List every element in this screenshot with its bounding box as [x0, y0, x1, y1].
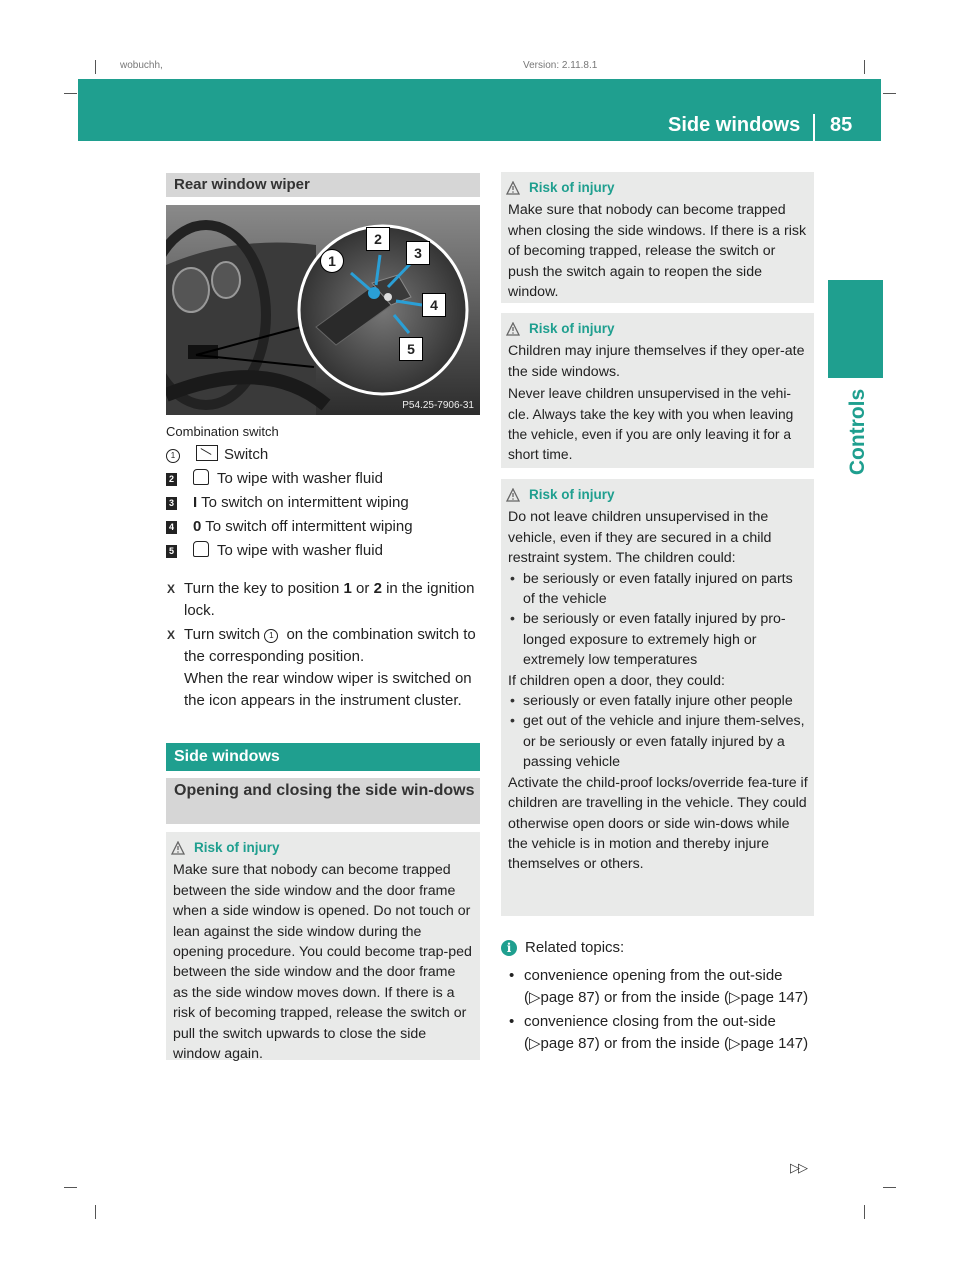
warning-heading: Risk of injury — [506, 178, 808, 198]
page-reference-link[interactable]: page 147 — [740, 1035, 804, 1052]
related-topics — [501, 937, 814, 1055]
list-item: • be seriously or even fatally injured by pro-longed exposure to extremely high or extremely low temperatures — [508, 609, 808, 670]
warning-heading: Risk of injury — [506, 485, 808, 505]
list-item: • get out of the vehicle and injure them-selves, or be seriously or even fatally injured by a passing vehicle — [508, 711, 808, 772]
info-icon: i — [501, 940, 517, 956]
warning-box — [501, 479, 814, 916]
warning-text: Activate the child-proof locks/override fea-ture if children are travelling in the vehicle. They could otherwise open doors or side win-dows while the vehicle is in motion and thereby injure themselves or others. — [508, 774, 808, 873]
legend-item: 2 To wipe with washer fluid — [166, 467, 482, 491]
section-tab — [828, 280, 883, 378]
page-reference-link[interactable]: page 87 — [540, 989, 595, 1006]
legend-item: 1 Switch — [166, 443, 482, 467]
instruction-step: X Turn switch 1 on the combination switch to the corresponding position. When the rear window wiper is switched on the icon appears in the instrument cluster. — [166, 624, 482, 712]
subsection-heading: Opening and closing the side win-dows — [166, 778, 480, 824]
warning-heading: Risk of injury — [506, 319, 808, 339]
callout-number: 2 — [166, 473, 177, 486]
warning-text: Do not leave children unsupervised in the vehicle, even if they are secured in a child restraint system. The children could: — [508, 509, 772, 567]
legend-list — [166, 443, 482, 563]
warning-text: Make sure that nobody can become trapped between the side window and the door frame when a side window is opened. Do not touch or lean against the side window during the opening procedure. You could become trap-ped between the side window and the door frame as the side window moves down. If there is a risk of becoming trapped, release the switch or pull the switch upwards to close the side window again. — [173, 862, 472, 1063]
callout-number: 4 — [166, 521, 177, 534]
instruction-steps — [166, 578, 482, 712]
continue-arrow-icon: ▷▷ — [790, 1160, 806, 1175]
section-heading: Rear window wiper — [166, 173, 480, 197]
warning-icon — [506, 181, 520, 195]
page-ref-arrow-icon: ▷ — [529, 989, 541, 1006]
callout-3: 3 — [406, 241, 430, 265]
legend-item: 4 0 To switch off intermittent wiping — [166, 515, 482, 539]
list-item: • be seriously or even fatally injured on parts of the vehicle — [508, 569, 808, 610]
page-reference-link[interactable]: page 147 — [740, 989, 804, 1006]
crop-mark — [883, 1187, 896, 1188]
warning-box — [501, 313, 814, 468]
related-list — [501, 965, 814, 1055]
image-code: P54.25-7906-31 — [402, 400, 474, 411]
crop-mark — [64, 1187, 77, 1188]
crop-mark — [883, 93, 896, 94]
callout-number: 3 — [166, 497, 177, 510]
warning-text: Never leave children unsupervised in the vehi-cle. Always take the key with you when leaving the vehicle, even if you are only leaving it for a short time. — [508, 386, 794, 463]
crop-mark — [864, 60, 865, 74]
warning-box — [501, 172, 814, 303]
page-ref-arrow-icon: ▷ — [529, 1035, 541, 1052]
legend-item: 3 I To switch on intermittent wiping — [166, 491, 482, 515]
warning-heading: Risk of injury — [171, 838, 474, 858]
warning-text: If children open a door, they could: — [508, 672, 725, 689]
warning-box — [166, 832, 480, 1063]
warning-text: Children may injure themselves if they oper-ate the side windows. — [508, 343, 805, 380]
header-divider — [813, 114, 815, 141]
warning-icon — [506, 488, 520, 502]
page-title: Side windows — [668, 114, 801, 136]
warning-icon — [171, 841, 185, 855]
section-heading-side-windows: Side windows — [166, 743, 480, 771]
crop-mark — [64, 93, 77, 94]
related-heading: i Related topics: — [501, 937, 814, 959]
warning-icon — [506, 322, 520, 336]
washer-icon — [193, 541, 209, 557]
print-mark-center: Version: 2.11.8.1 — [523, 60, 598, 71]
page-ref-arrow-icon: ▷ — [729, 989, 741, 1006]
crop-mark — [95, 60, 96, 74]
crop-mark — [864, 1205, 865, 1219]
combination-switch-figure — [166, 205, 480, 415]
legend-item: 5 To wipe with washer fluid — [166, 539, 482, 563]
list-item: • seriously or even fatally injure other people — [508, 691, 808, 711]
page-number: 85 — [830, 114, 853, 136]
instruction-step: X Turn the key to position 1 or 2 in the ignition lock. — [166, 578, 482, 622]
callout-2: 2 — [366, 227, 390, 251]
warning-bullet-list — [508, 569, 808, 671]
callout-number: 5 — [166, 545, 177, 558]
section-tab-label: Controls — [846, 388, 869, 476]
crop-mark — [95, 1205, 96, 1219]
print-mark-left: wobuchh, — [120, 60, 163, 71]
figure-caption: Combination switch — [166, 424, 279, 439]
callout-5: 5 — [399, 337, 423, 361]
warning-bullet-list — [508, 691, 808, 773]
list-item: • convenience opening from the out-side (▷page 87) or from the inside (▷page 147) — [501, 965, 814, 1009]
page-reference-link[interactable]: page 87 — [540, 1035, 595, 1052]
washer-icon — [193, 469, 209, 485]
page-ref-arrow-icon: ▷ — [729, 1035, 741, 1052]
callout-4: 4 — [422, 293, 446, 317]
list-item: • convenience closing from the out-side (▷page 87) or from the inside (▷page 147) — [501, 1011, 814, 1055]
callout-number: 1 — [166, 449, 180, 463]
rear-wiper-icon — [196, 445, 218, 461]
callout-1: 1 — [320, 249, 344, 273]
page-header — [78, 79, 881, 141]
warning-text: Make sure that nobody can become trapped when closing the side windows. If there is a risk of becoming trapped, release the switch or push the switch again to reopen the side window. — [508, 202, 807, 301]
